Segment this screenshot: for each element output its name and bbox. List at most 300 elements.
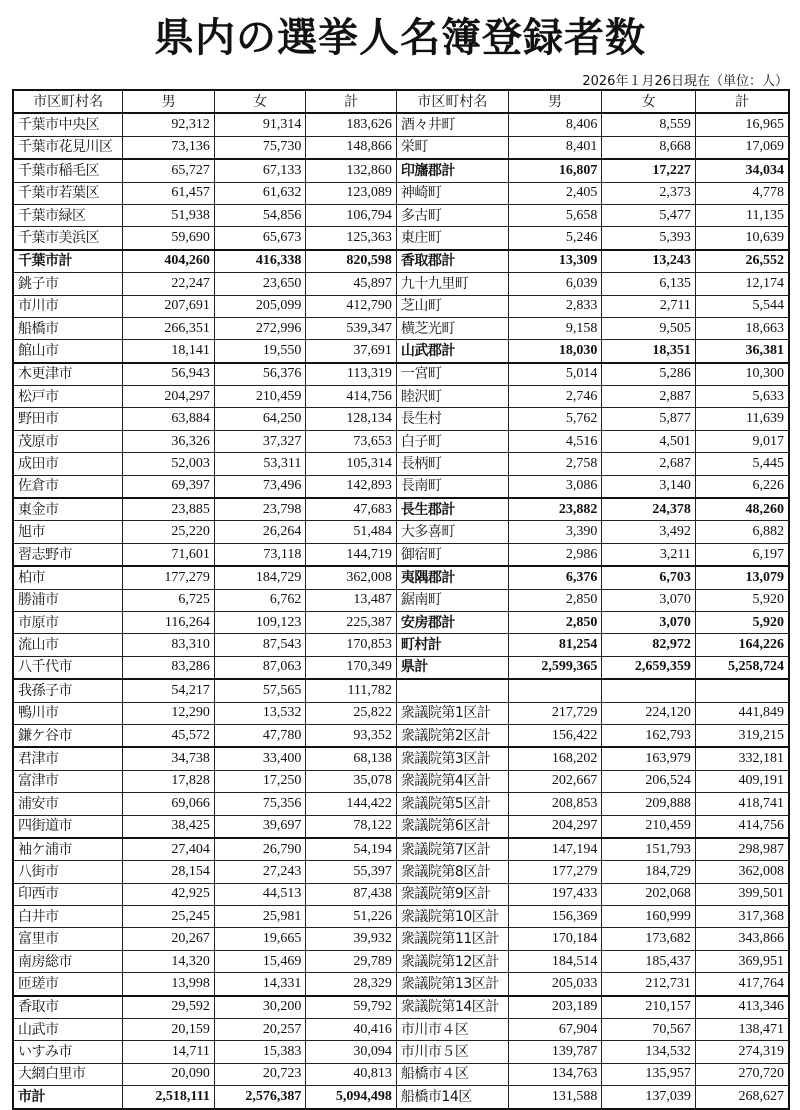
left-name-cell: 習志野市	[13, 543, 123, 566]
left-total-cell: 35,078	[306, 770, 397, 792]
left-female-cell: 2,576,387	[214, 1086, 306, 1109]
left-total-cell: 414,756	[306, 386, 397, 408]
right-name-cell: 栄町	[396, 136, 508, 159]
right-total-cell: 36,381	[695, 340, 789, 363]
left-name-cell: 柏市	[13, 566, 123, 589]
right-name-cell: 衆議院第7区計	[396, 838, 508, 861]
right-female-cell: 206,524	[602, 770, 696, 792]
right-female-cell: 173,682	[602, 928, 696, 950]
left-total-cell: 183,626	[306, 113, 397, 136]
left-name-cell: 銚子市	[13, 273, 123, 295]
right-male-cell: 139,787	[508, 1041, 602, 1063]
table-row	[13, 340, 789, 363]
right-female-cell: 24,378	[602, 498, 696, 521]
right-total-cell: 343,866	[695, 928, 789, 950]
left-female-cell: 184,729	[214, 566, 306, 589]
right-male-cell: 156,369	[508, 906, 602, 928]
left-total-cell: 362,008	[306, 566, 397, 589]
right-total-cell: 5,633	[695, 386, 789, 408]
right-male-cell: 5,246	[508, 227, 602, 250]
left-total-cell: 144,719	[306, 543, 397, 566]
table-row	[13, 861, 789, 883]
right-total-cell: 12,174	[695, 273, 789, 295]
left-female-cell: 23,798	[214, 498, 306, 521]
right-female-cell: 8,668	[602, 136, 696, 159]
right-female-cell: 18,351	[602, 340, 696, 363]
left-total-cell: 40,416	[306, 1019, 397, 1041]
left-male-cell: 12,290	[123, 702, 215, 724]
table-row	[13, 363, 789, 386]
left-name-cell: 袖ケ浦市	[13, 838, 123, 861]
left-female-cell: 27,243	[214, 861, 306, 883]
right-name-cell: 長生村	[396, 408, 508, 430]
left-total-cell: 73,653	[306, 430, 397, 452]
right-female-cell: 184,729	[602, 861, 696, 883]
table-row	[13, 182, 789, 204]
right-name-cell: 船橋市14区	[396, 1086, 508, 1109]
right-total-cell: 6,882	[695, 521, 789, 543]
right-name-cell: 長南町	[396, 475, 508, 498]
left-total-cell: 47,683	[306, 498, 397, 521]
right-name-cell: 九十九里町	[396, 273, 508, 295]
header-row	[13, 90, 789, 113]
right-name-cell: 御宿町	[396, 543, 508, 566]
right-name-cell: 一宮町	[396, 363, 508, 386]
left-male-cell: 2,518,111	[123, 1086, 215, 1109]
table-row	[13, 883, 789, 905]
right-female-cell: 2,659,359	[602, 656, 696, 679]
right-male-cell: 204,297	[508, 815, 602, 838]
left-female-cell: 13,532	[214, 702, 306, 724]
table-row	[13, 838, 789, 861]
col-header-female-left: 女	[214, 90, 306, 113]
right-female-cell: 2,887	[602, 386, 696, 408]
right-total-cell: 369,951	[695, 950, 789, 972]
left-name-cell: 市川市	[13, 295, 123, 317]
right-male-cell: 9,158	[508, 317, 602, 339]
left-total-cell: 106,794	[306, 204, 397, 226]
right-total-cell: 18,663	[695, 317, 789, 339]
table-row	[13, 950, 789, 972]
right-total-cell: 399,501	[695, 883, 789, 905]
col-header-female-right: 女	[602, 90, 696, 113]
right-total-cell: 138,471	[695, 1019, 789, 1041]
table-row	[13, 973, 789, 996]
left-total-cell: 28,329	[306, 973, 397, 996]
left-total-cell: 87,438	[306, 883, 397, 905]
right-female-cell: 82,972	[602, 634, 696, 656]
left-male-cell: 177,279	[123, 566, 215, 589]
table-row	[13, 1019, 789, 1041]
left-male-cell: 69,397	[123, 475, 215, 498]
col-header-male-right: 男	[508, 90, 602, 113]
right-female-cell: 160,999	[602, 906, 696, 928]
left-name-cell: 千葉市緑区	[13, 204, 123, 226]
left-male-cell: 6,725	[123, 589, 215, 611]
right-total-cell: 5,258,724	[695, 656, 789, 679]
table-row	[13, 815, 789, 838]
left-female-cell: 272,996	[214, 317, 306, 339]
right-female-cell: 163,979	[602, 747, 696, 770]
left-name-cell: 千葉市稲毛区	[13, 159, 123, 182]
left-male-cell: 56,943	[123, 363, 215, 386]
left-total-cell: 5,094,498	[306, 1086, 397, 1109]
left-male-cell: 42,925	[123, 883, 215, 905]
right-name-cell: 芝山町	[396, 295, 508, 317]
left-female-cell: 205,099	[214, 295, 306, 317]
right-female-cell: 212,731	[602, 973, 696, 996]
right-female-cell: 3,211	[602, 543, 696, 566]
right-total-cell: 34,034	[695, 159, 789, 182]
left-male-cell: 23,885	[123, 498, 215, 521]
left-male-cell: 13,998	[123, 973, 215, 996]
right-male-cell: 177,279	[508, 861, 602, 883]
left-name-cell: 南房総市	[13, 950, 123, 972]
right-male-cell: 197,433	[508, 883, 602, 905]
right-total-cell: 332,181	[695, 747, 789, 770]
left-total-cell: 170,349	[306, 656, 397, 679]
right-total-cell: 319,215	[695, 724, 789, 747]
right-female-cell: 151,793	[602, 838, 696, 861]
right-male-cell: 2,850	[508, 611, 602, 633]
as-of-date-unit: 2026年１月26日現在（単位：人）	[582, 74, 788, 89]
table-row	[13, 611, 789, 633]
table-body	[13, 113, 789, 1108]
left-name-cell: 千葉市若葉区	[13, 182, 123, 204]
left-name-cell: 成田市	[13, 453, 123, 475]
left-total-cell: 55,397	[306, 861, 397, 883]
left-total-cell: 412,790	[306, 295, 397, 317]
right-total-cell: 11,639	[695, 408, 789, 430]
right-male-cell: 8,406	[508, 113, 602, 136]
left-name-cell: 我孫子市	[13, 679, 123, 702]
right-female-cell: 17,227	[602, 159, 696, 182]
right-male-cell: 13,309	[508, 250, 602, 273]
left-male-cell: 65,727	[123, 159, 215, 182]
right-female-cell: 8,559	[602, 113, 696, 136]
right-name-cell: 県計	[396, 656, 508, 679]
left-female-cell: 19,550	[214, 340, 306, 363]
left-female-cell: 20,723	[214, 1063, 306, 1085]
right-female-cell: 3,140	[602, 475, 696, 498]
left-female-cell: 87,063	[214, 656, 306, 679]
left-male-cell: 14,711	[123, 1041, 215, 1063]
table-row	[13, 906, 789, 928]
right-female-cell: 2,711	[602, 295, 696, 317]
left-male-cell: 14,320	[123, 950, 215, 972]
left-female-cell: 75,730	[214, 136, 306, 159]
right-total-cell: 441,849	[695, 702, 789, 724]
left-female-cell: 19,665	[214, 928, 306, 950]
right-male-cell	[508, 679, 602, 702]
right-total-cell: 164,226	[695, 634, 789, 656]
right-male-cell: 67,904	[508, 1019, 602, 1041]
table-row	[13, 634, 789, 656]
left-total-cell: 105,314	[306, 453, 397, 475]
right-male-cell: 3,086	[508, 475, 602, 498]
right-name-cell: 鋸南町	[396, 589, 508, 611]
right-male-cell: 5,762	[508, 408, 602, 430]
left-female-cell: 57,565	[214, 679, 306, 702]
right-name-cell: 安房郡計	[396, 611, 508, 633]
right-female-cell: 210,459	[602, 815, 696, 838]
left-total-cell: 54,194	[306, 838, 397, 861]
table-row	[13, 1063, 789, 1085]
right-female-cell: 9,505	[602, 317, 696, 339]
right-female-cell: 3,070	[602, 611, 696, 633]
right-male-cell: 184,514	[508, 950, 602, 972]
right-name-cell: 神崎町	[396, 182, 508, 204]
right-total-cell: 17,069	[695, 136, 789, 159]
right-total-cell: 11,135	[695, 204, 789, 226]
left-female-cell: 25,981	[214, 906, 306, 928]
right-male-cell: 81,254	[508, 634, 602, 656]
left-total-cell: 111,782	[306, 679, 397, 702]
voter-registration-table	[12, 89, 790, 1110]
left-female-cell: 87,543	[214, 634, 306, 656]
table-row	[13, 724, 789, 747]
left-name-cell: 匝瑳市	[13, 973, 123, 996]
right-name-cell: 白子町	[396, 430, 508, 452]
left-male-cell: 83,310	[123, 634, 215, 656]
left-female-cell: 15,383	[214, 1041, 306, 1063]
left-male-cell: 20,090	[123, 1063, 215, 1085]
left-name-cell: 流山市	[13, 634, 123, 656]
left-total-cell: 125,363	[306, 227, 397, 250]
right-name-cell: 香取郡計	[396, 250, 508, 273]
right-male-cell: 208,853	[508, 793, 602, 815]
right-female-cell: 135,957	[602, 1063, 696, 1085]
right-name-cell: 睦沢町	[396, 386, 508, 408]
left-name-cell: 千葉市花見川区	[13, 136, 123, 159]
right-female-cell: 3,070	[602, 589, 696, 611]
left-name-cell: 八街市	[13, 861, 123, 883]
right-female-cell: 13,243	[602, 250, 696, 273]
left-name-cell: 松戸市	[13, 386, 123, 408]
table-row	[13, 408, 789, 430]
left-total-cell: 225,387	[306, 611, 397, 633]
left-name-cell: 木更津市	[13, 363, 123, 386]
right-female-cell: 70,567	[602, 1019, 696, 1041]
left-male-cell: 29,592	[123, 996, 215, 1019]
right-name-cell: 酒々井町	[396, 113, 508, 136]
left-name-cell: 市計	[13, 1086, 123, 1109]
right-total-cell: 274,319	[695, 1041, 789, 1063]
table-row	[13, 430, 789, 452]
right-male-cell: 2,833	[508, 295, 602, 317]
left-name-cell: 印西市	[13, 883, 123, 905]
left-total-cell: 170,853	[306, 634, 397, 656]
right-male-cell: 16,807	[508, 159, 602, 182]
table-row	[13, 386, 789, 408]
page-title: 県内の選挙人名簿登録者数	[154, 15, 646, 61]
left-male-cell: 34,738	[123, 747, 215, 770]
left-total-cell: 132,860	[306, 159, 397, 182]
left-male-cell: 404,260	[123, 250, 215, 273]
left-female-cell: 65,673	[214, 227, 306, 250]
right-name-cell: 衆議院第12区計	[396, 950, 508, 972]
right-female-cell: 2,373	[602, 182, 696, 204]
left-female-cell: 61,632	[214, 182, 306, 204]
right-female-cell: 6,135	[602, 273, 696, 295]
right-name-cell: 長生郡計	[396, 498, 508, 521]
right-male-cell: 147,194	[508, 838, 602, 861]
left-total-cell: 39,932	[306, 928, 397, 950]
right-male-cell: 3,390	[508, 521, 602, 543]
right-male-cell: 168,202	[508, 747, 602, 770]
right-total-cell: 5,920	[695, 611, 789, 633]
left-total-cell: 68,138	[306, 747, 397, 770]
right-female-cell: 202,068	[602, 883, 696, 905]
left-total-cell: 51,226	[306, 906, 397, 928]
right-name-cell: 衆議院第13区計	[396, 973, 508, 996]
table-row	[13, 656, 789, 679]
table-row	[13, 521, 789, 543]
left-female-cell: 67,133	[214, 159, 306, 182]
left-male-cell: 22,247	[123, 273, 215, 295]
left-male-cell: 45,572	[123, 724, 215, 747]
left-total-cell: 128,134	[306, 408, 397, 430]
left-female-cell: 26,790	[214, 838, 306, 861]
left-male-cell: 54,217	[123, 679, 215, 702]
right-female-cell	[602, 679, 696, 702]
col-header-municipality-left: 市区町村名	[13, 90, 123, 113]
right-total-cell: 268,627	[695, 1086, 789, 1109]
right-total-cell: 362,008	[695, 861, 789, 883]
right-total-cell: 13,079	[695, 566, 789, 589]
left-female-cell: 20,257	[214, 1019, 306, 1041]
left-total-cell: 93,352	[306, 724, 397, 747]
left-name-cell: いすみ市	[13, 1041, 123, 1063]
left-name-cell: 八千代市	[13, 656, 123, 679]
right-male-cell: 134,763	[508, 1063, 602, 1085]
left-male-cell: 51,938	[123, 204, 215, 226]
left-name-cell: 浦安市	[13, 793, 123, 815]
right-male-cell: 2,758	[508, 453, 602, 475]
right-name-cell: 衆議院第3区計	[396, 747, 508, 770]
right-name-cell: 衆議院第14区計	[396, 996, 508, 1019]
right-name-cell: 衆議院第5区計	[396, 793, 508, 815]
right-male-cell: 5,658	[508, 204, 602, 226]
left-female-cell: 416,338	[214, 250, 306, 273]
left-female-cell: 44,513	[214, 883, 306, 905]
left-female-cell: 53,311	[214, 453, 306, 475]
left-male-cell: 25,245	[123, 906, 215, 928]
table-row	[13, 566, 789, 589]
right-female-cell: 3,492	[602, 521, 696, 543]
left-female-cell: 210,459	[214, 386, 306, 408]
left-male-cell: 71,601	[123, 543, 215, 566]
left-female-cell: 14,331	[214, 973, 306, 996]
left-female-cell: 91,314	[214, 113, 306, 136]
left-male-cell: 18,141	[123, 340, 215, 363]
table-row	[13, 159, 789, 182]
left-name-cell: 佐倉市	[13, 475, 123, 498]
left-female-cell: 26,264	[214, 521, 306, 543]
left-name-cell: 船橋市	[13, 317, 123, 339]
left-name-cell: 茂原市	[13, 430, 123, 452]
col-header-total-right: 計	[695, 90, 789, 113]
left-female-cell: 75,356	[214, 793, 306, 815]
left-total-cell: 25,822	[306, 702, 397, 724]
right-male-cell: 6,376	[508, 566, 602, 589]
table-row	[13, 273, 789, 295]
left-female-cell: 17,250	[214, 770, 306, 792]
left-male-cell: 38,425	[123, 815, 215, 838]
right-name-cell: 衆議院第8区計	[396, 861, 508, 883]
left-male-cell: 73,136	[123, 136, 215, 159]
left-male-cell: 25,220	[123, 521, 215, 543]
table-row	[13, 996, 789, 1019]
left-male-cell: 92,312	[123, 113, 215, 136]
left-male-cell: 59,690	[123, 227, 215, 250]
left-male-cell: 63,884	[123, 408, 215, 430]
right-male-cell: 18,030	[508, 340, 602, 363]
left-male-cell: 36,326	[123, 430, 215, 452]
right-total-cell: 48,260	[695, 498, 789, 521]
right-male-cell: 4,516	[508, 430, 602, 452]
right-name-cell: 山武郡計	[396, 340, 508, 363]
right-female-cell: 6,703	[602, 566, 696, 589]
right-name-cell: 衆議院第9区計	[396, 883, 508, 905]
left-total-cell: 113,319	[306, 363, 397, 386]
right-total-cell: 16,965	[695, 113, 789, 136]
right-name-cell: 夷隅郡計	[396, 566, 508, 589]
right-name-cell: 衆議院第10区計	[396, 906, 508, 928]
right-name-cell: 衆議院第1区計	[396, 702, 508, 724]
left-name-cell: 勝浦市	[13, 589, 123, 611]
right-male-cell: 2,599,365	[508, 656, 602, 679]
right-female-cell: 185,437	[602, 950, 696, 972]
left-male-cell: 207,691	[123, 295, 215, 317]
left-male-cell: 28,154	[123, 861, 215, 883]
table-row	[13, 793, 789, 815]
left-female-cell: 6,762	[214, 589, 306, 611]
table-row	[13, 295, 789, 317]
table-row	[13, 136, 789, 159]
left-female-cell: 33,400	[214, 747, 306, 770]
right-male-cell: 5,014	[508, 363, 602, 386]
right-total-cell: 414,756	[695, 815, 789, 838]
right-name-cell: 長柄町	[396, 453, 508, 475]
right-name-cell: 横芝光町	[396, 317, 508, 339]
right-total-cell: 5,920	[695, 589, 789, 611]
right-name-cell: 町村計	[396, 634, 508, 656]
left-male-cell: 52,003	[123, 453, 215, 475]
right-total-cell: 413,346	[695, 996, 789, 1019]
left-female-cell: 54,856	[214, 204, 306, 226]
left-total-cell: 142,893	[306, 475, 397, 498]
table-row	[13, 498, 789, 521]
table-row	[13, 453, 789, 475]
table-row	[13, 1086, 789, 1109]
right-name-cell: 船橋市４区	[396, 1063, 508, 1085]
right-name-cell: 衆議院第4区計	[396, 770, 508, 792]
left-female-cell: 47,780	[214, 724, 306, 747]
left-name-cell: 東金市	[13, 498, 123, 521]
table-row	[13, 317, 789, 339]
right-male-cell: 2,405	[508, 182, 602, 204]
right-female-cell: 162,793	[602, 724, 696, 747]
table-row	[13, 1041, 789, 1063]
right-name-cell: 東庄町	[396, 227, 508, 250]
left-total-cell: 45,897	[306, 273, 397, 295]
left-name-cell: 鎌ケ谷市	[13, 724, 123, 747]
table-row	[13, 475, 789, 498]
right-name-cell: 多古町	[396, 204, 508, 226]
right-name-cell	[396, 679, 508, 702]
left-total-cell: 13,487	[306, 589, 397, 611]
